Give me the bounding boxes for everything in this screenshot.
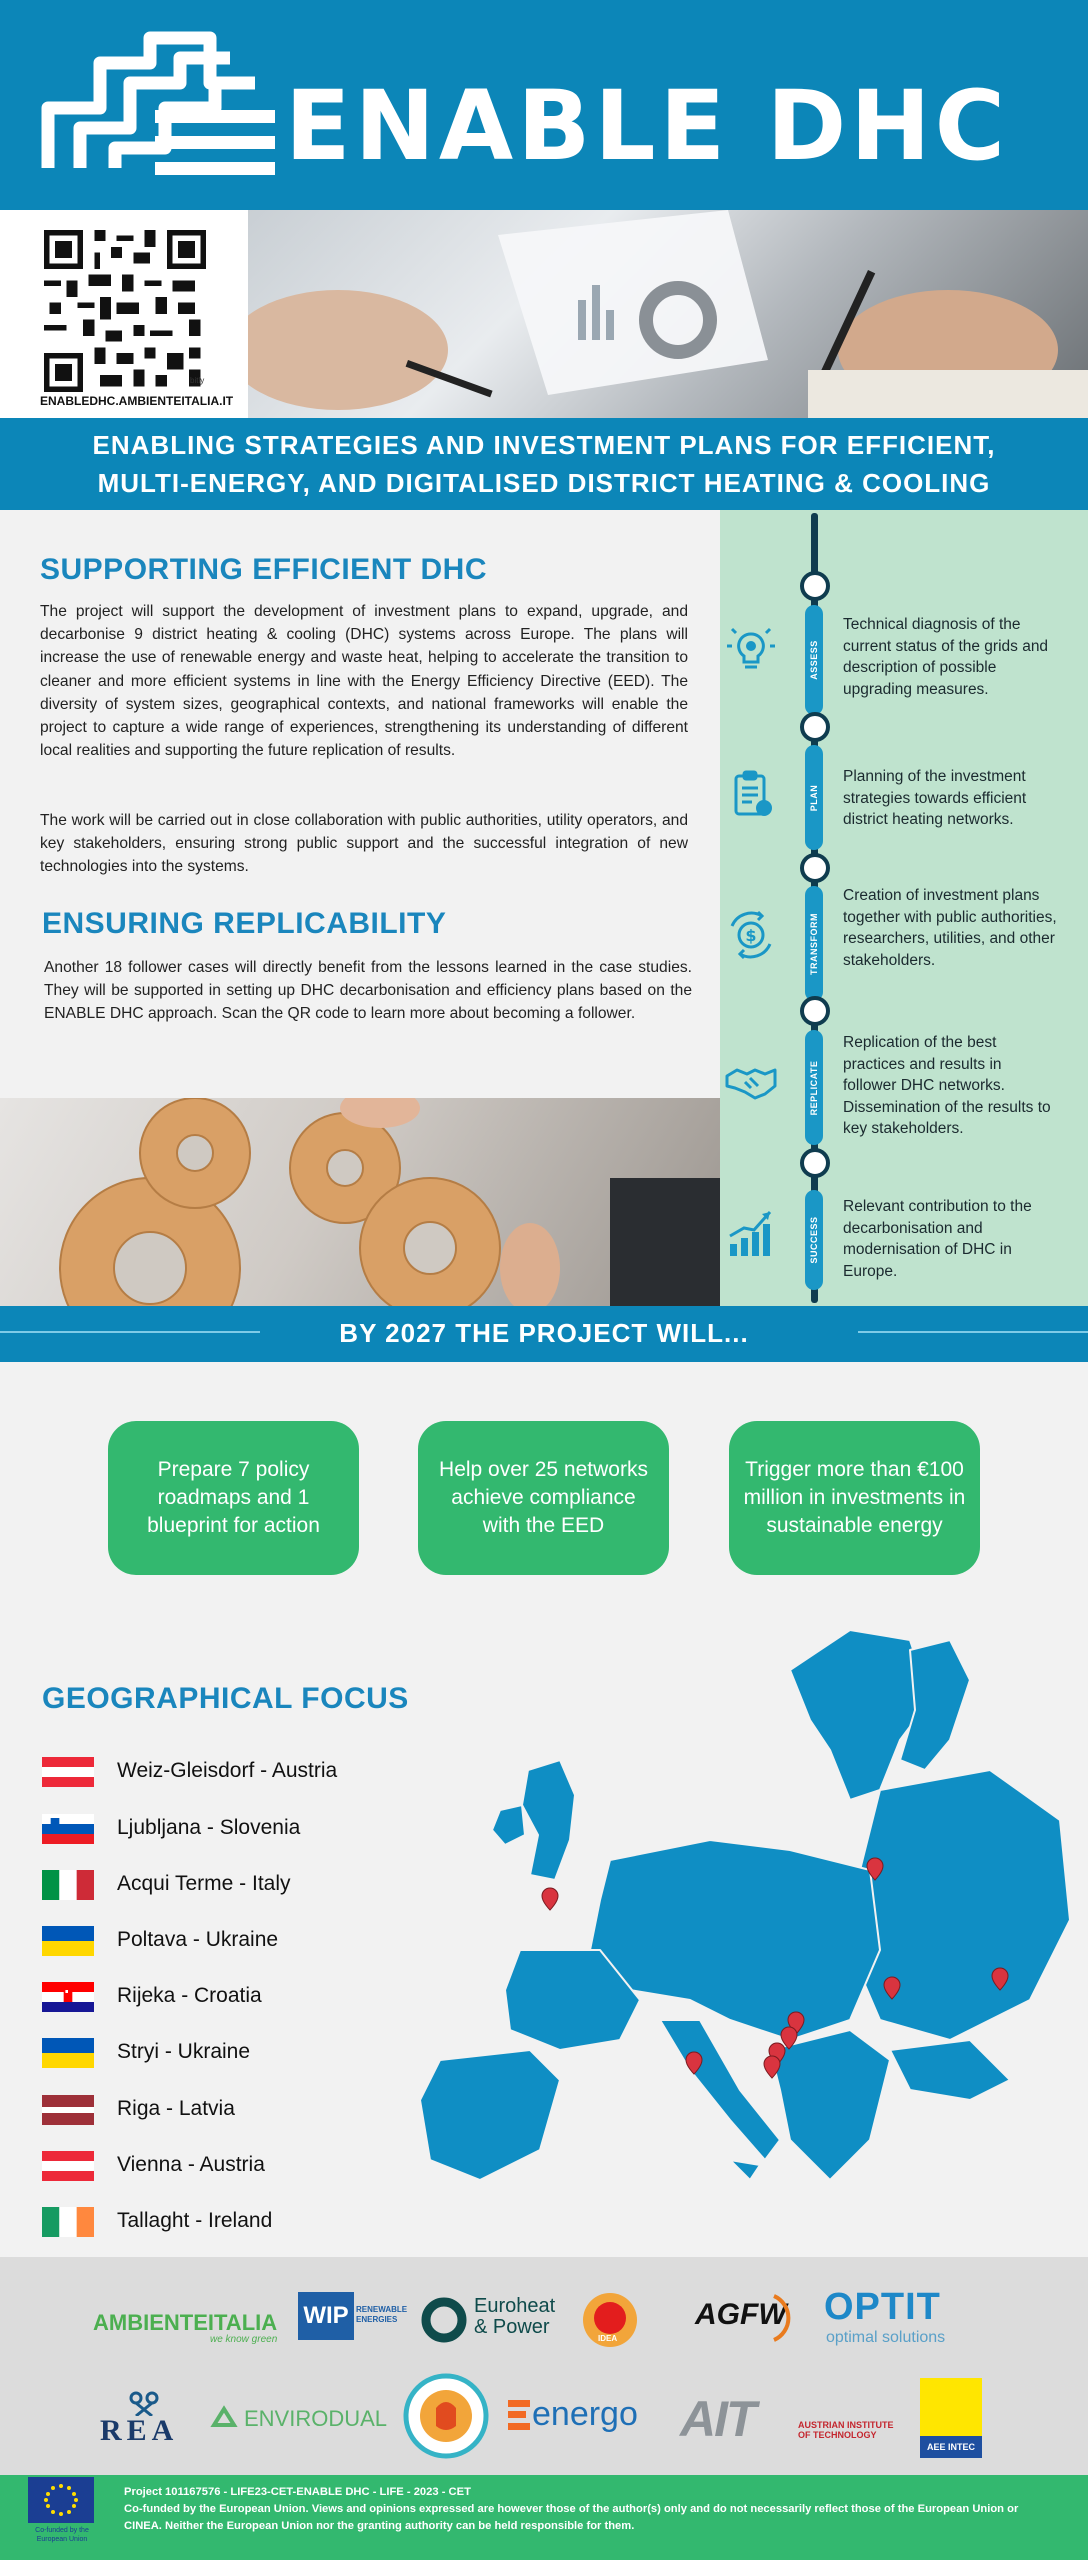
scandinavia-shape: [790, 1630, 930, 1800]
logo-wip-subtitle: RENEWABLE ENERGIES: [356, 2305, 408, 2324]
dollar-cycle-icon: [724, 908, 778, 962]
map-pin-tallaght: [542, 1888, 558, 1910]
sicily-shape: [730, 2160, 760, 2180]
geo-label: Riga - Latvia: [117, 2097, 235, 2120]
eu-caption: Co-funded by the European Union: [35, 2527, 89, 2543]
eastern-europe-shape: [850, 1770, 1070, 2040]
flag-austria-icon: [42, 1757, 94, 1787]
geo-label: Poltava - Ukraine: [117, 1928, 279, 1951]
geo-title: GEOGRAPHICAL FOCUS: [42, 1682, 409, 1715]
timeline-stage-transform: TRANSFORM: [805, 886, 823, 1001]
logo-rea: REA: [100, 2414, 179, 2447]
footer-disclaimer: Co-funded by the European Union. Views and opinions expressed are however those of the author(s) only and do not necessarily reflect those of the European Union or CINEA. Neither the European Union nor the granting authority can be held responsible for them.: [124, 2503, 1019, 2532]
balkans-shape: [770, 2030, 890, 2180]
logo-agfw: AGFW: [695, 2298, 787, 2331]
clipboard-icon: [724, 768, 778, 822]
timeline-stage-assess: ASSESS: [805, 605, 823, 715]
qr-caption[interactable]: ENABLEDHC.AMBIENTEITALIA.IT: [40, 394, 234, 408]
logo-icon: [40, 28, 280, 178]
iberia-shape: [420, 2050, 560, 2180]
rea-keys-icon: [124, 2390, 164, 2416]
timeline-text-transform: Creation of investment plans together with public authorities, researchers, utilities, and other stakeholders.: [843, 887, 1057, 969]
flag-italy-icon: [42, 1870, 94, 1900]
supporting-title: SUPPORTING EFFICIENT DHC: [40, 553, 488, 586]
timeline-text-plan: Planning of the investment strategies towards efficient district heating networks.: [843, 768, 1027, 828]
supporting-paragraph-2: The work will be carried out in close collaboration with public authorities, utility operators, and key stakeholders, ensuring strong public support and the successful integration of new technologies into the systems.: [40, 812, 688, 876]
logo-ambienteitalia-tagline: we know green: [210, 2334, 278, 2345]
logo-optit: OPTIT: [824, 2286, 941, 2328]
ireland-shape: [492, 1805, 525, 1845]
energo-e-icon: [506, 2398, 532, 2432]
subtitle-line-2: MULTI-ENERGY, AND DIGITALISED DISTRICT HEATING & COOLING: [97, 468, 991, 498]
goal-card-networks: Help over 25 networks achieve compliance with the EED: [418, 1421, 669, 1575]
timeline-node: [800, 571, 830, 601]
logo-aee-intec-label: AEE INTEC: [920, 2436, 982, 2458]
logo-optit-subtitle: optimal solutions: [826, 2329, 946, 2346]
geo-label: Weiz-Gleisdorf - Austria: [117, 1759, 338, 1782]
eu-flag-icon: [28, 2477, 94, 2523]
britain-shape: [522, 1760, 575, 1880]
logo-idea: IDEA: [598, 2334, 618, 2343]
logo-ambienteitalia: AMBIENTEITALIA: [93, 2310, 278, 2335]
agfw-arc-icon: [770, 2290, 812, 2346]
timeline-text-replicate: Replication of the best practices and results in follower DHC networks. Dissemination of the results to key stakeholders.: [843, 1034, 1051, 1137]
timeline-node: [800, 853, 830, 883]
flag-ukraine-icon: [42, 1926, 94, 1956]
flag-latvia-icon: [42, 2095, 94, 2125]
timeline-stage-plan: PLAN: [805, 745, 823, 850]
photo-business-charts: [248, 210, 1088, 418]
qr-tag: bitly: [190, 376, 205, 385]
logo-ait-subtitle: AUSTRIAN INSTITUTE OF TECHNOLOGY: [798, 2420, 894, 2440]
timeline-stage-replicate: REPLICATE: [805, 1030, 823, 1145]
goal-card-investments: Trigger more than €100 million in investments in sustainable energy: [729, 1421, 980, 1575]
geo-label: Vienna - Austria: [117, 2153, 265, 2176]
logo-title: ENABLE DHC: [285, 70, 1010, 182]
italy-shape: [660, 2020, 780, 2160]
timeline-text-assess: Technical diagnosis of the current status of the grids and description of possible upgrading measures.: [843, 616, 1049, 698]
timeline-text-success: Relevant contribution to the decarbonisation and modernisation of DHC in Europe.: [843, 1198, 1032, 1280]
qr-code-icon[interactable]: [44, 230, 206, 392]
euroheat-ring-icon: [420, 2296, 468, 2344]
logo-envirodual: ENVIRODUAL: [244, 2406, 388, 2431]
subtitle-line-1: ENABLING STRATEGIES AND INVESTMENT PLANS FOR EFFICIENT,: [92, 430, 996, 460]
photo-wooden-gears: [0, 1098, 720, 1306]
flag-austria-icon: [42, 2151, 94, 2181]
replicability-paragraph: Another 18 follower cases will directly benefit from the lessons learned in the case studies. They will be supported in setting up DHC decarbonisation and efficiency plans based on the ENABLE DHC approach. Scan the QR code to learn more about becoming a follower.: [44, 959, 692, 1023]
supporting-paragraph-1: The project will support the development of investment plans to expand, upgrade, and decarbonise 9 district heating & cooling (DHC) systems across Europe. The plans will increase the use of renewable energy and waste heat, helping to accelerate the transition to cleaner and more efficient systems in line with the Energy Efficiency Directive (EED). The diversity of system sizes, geographical contexts, and national frameworks will enable the project to capture a wide range of experiences, strengthening its understanding of different local realities and supporting the future replication of results.: [40, 603, 688, 760]
logo-wip: WIP: [298, 2292, 354, 2340]
logo-euroheat: Euroheat & Power: [474, 2295, 556, 2338]
flag-ukraine-icon: [42, 2038, 94, 2068]
flag-ireland-icon: [42, 2207, 94, 2237]
timeline-stage-success: SUCCESS: [805, 1190, 823, 1290]
geo-label: Ljubljana - Slovenia: [117, 1816, 301, 1839]
timeline-node: [800, 1148, 830, 1178]
svg-text:$: $: [745, 926, 757, 945]
logo-ait: AIT: [680, 2391, 755, 2447]
flag-croatia-icon: [42, 1982, 94, 2012]
timeline-node: [800, 712, 830, 742]
logo-energo: energo: [532, 2395, 638, 2433]
europe-map: [410, 1620, 1088, 2290]
geo-label: Rijeka - Croatia: [117, 1984, 262, 2007]
handshake-icon: [724, 1056, 778, 1110]
footer-project-line: Project 101167576 - LIFE23-CET-ENABLE DHC - LIFE - 2023 - CET: [124, 2486, 471, 2498]
footer-text: [124, 2484, 1024, 2535]
black-sea-coast-shape: [890, 2040, 1010, 2100]
timeline-node: [800, 996, 830, 1026]
goal-card-roadmaps: Prepare 7 policy roadmaps and 1 blueprint for action: [108, 1421, 359, 1575]
growth-chart-icon: [724, 1206, 778, 1260]
flag-slovenia-icon: [42, 1814, 94, 1844]
geo-label: Tallaght - Ireland: [117, 2209, 273, 2232]
replicability-title: ENSURING REPLICABILITY: [42, 907, 447, 940]
geo-label: Acqui Terme - Italy: [117, 1872, 291, 1895]
subtitle-band: [0, 418, 1088, 510]
goals-title: BY 2027 THE PROJECT WILL...: [339, 1318, 749, 1348]
envirodual-arrows-icon: [208, 2405, 242, 2431]
lightbulb-gear-icon: [724, 624, 778, 678]
lion-emblem-icon: [403, 2373, 489, 2459]
geo-label: Stryi - Ukraine: [117, 2040, 251, 2063]
logo-aee-intec: [920, 2378, 982, 2458]
